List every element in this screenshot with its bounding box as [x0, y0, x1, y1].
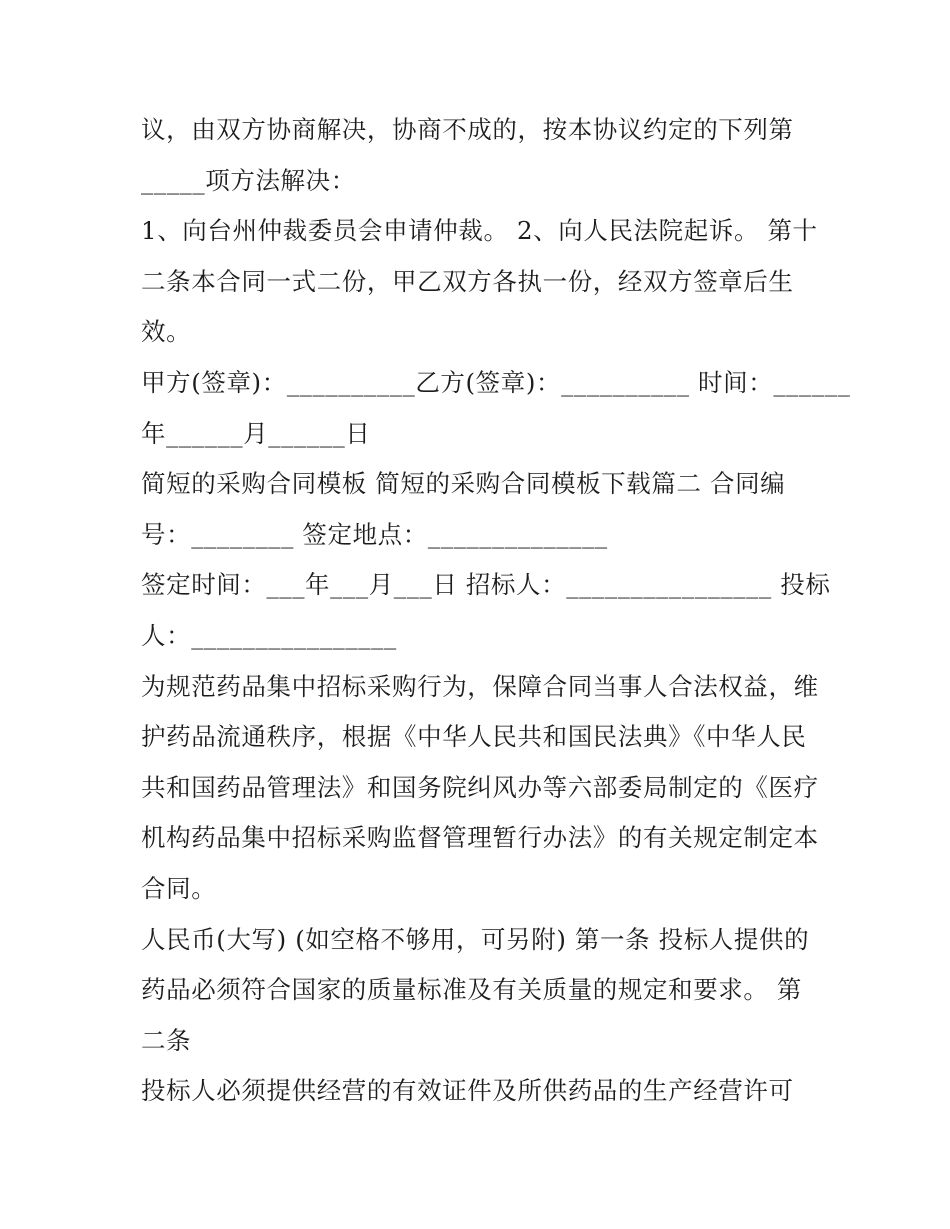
text-line: 号：________ 签定地点：______________: [141, 520, 608, 549]
text-line: 甲方(签章)：__________乙方(签章)：__________ 时间：______: [141, 368, 851, 397]
text-line: 药品必须符合国家的质量标准及有关质量的规定和要求。 第: [141, 975, 802, 1004]
text-line: 效。: [141, 317, 192, 346]
text-line: 合同。: [141, 874, 217, 903]
text-line: 二条: [141, 1026, 192, 1055]
text-line: 人民币(大写) (如空格不够用，可另附) 第一条 投标人提供的: [141, 925, 810, 954]
text-line: 投标人必须提供经营的有效证件及所供药品的生产经营许可: [141, 1076, 794, 1105]
text-line: 签定时间：___年___月___日 招标人：________________ 投标: [141, 570, 831, 599]
text-line: 1、向台州仲裁委员会申请仲裁。 2、向人民法院起诉。 第十: [141, 216, 818, 245]
text-line: 二条本合同一式二份，甲乙双方各执一份，经双方签章后生: [141, 267, 794, 296]
text-line: 简短的采购合同模板 简短的采购合同模板下载篇二 合同编: [141, 469, 786, 498]
text-line: 护药品流通秩序，根据《中华人民共和国民法典》《中华人民: [141, 722, 807, 751]
text-line: 年______月______日: [141, 419, 371, 448]
text-line: 人：________________: [141, 621, 397, 650]
text-line: 为规范药品集中招标采购行为，保障合同当事人合法权益，维: [141, 672, 819, 701]
text-line: _____项方法解决：: [141, 166, 356, 195]
text-line: 议，由双方协商解决，协商不成的，按本协议约定的下列第: [141, 115, 794, 144]
text-line: 机构药品集中招标采购监督管理暂行办法》的有关规定制定本: [141, 823, 819, 852]
text-line: 共和国药品管理法》和国务院纠风办等六部委局制定的《医疗: [141, 773, 819, 802]
